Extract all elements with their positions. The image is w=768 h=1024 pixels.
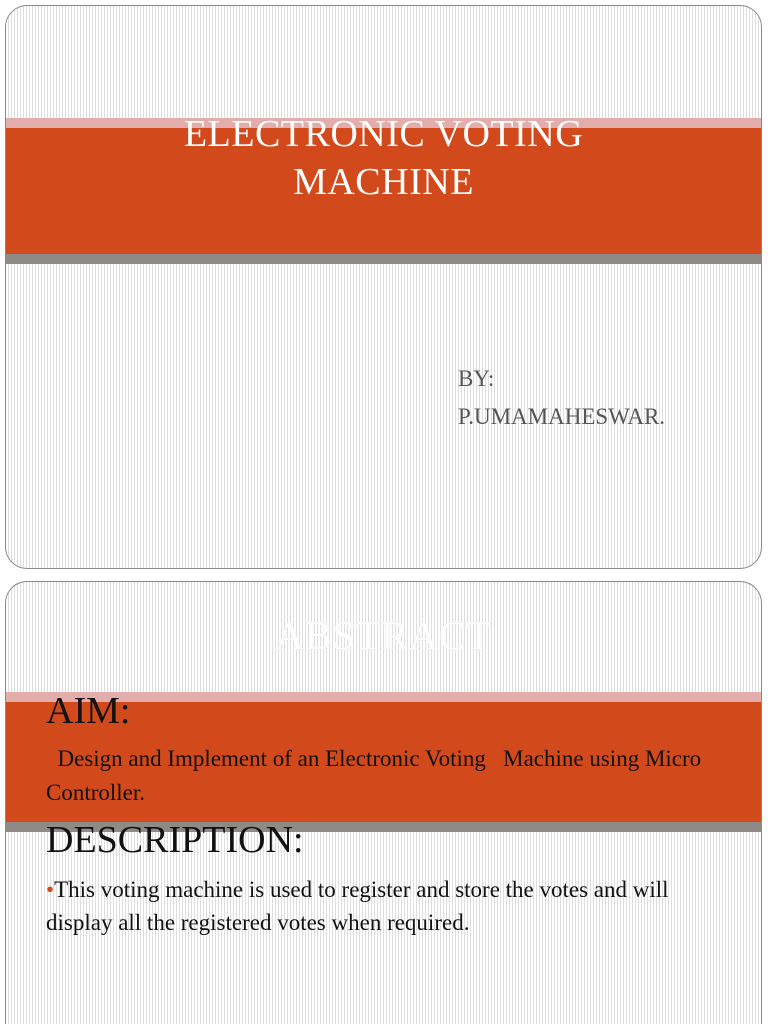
description-body: This voting machine is used to register and store the votes and will display all the registered votes when required. (46, 877, 669, 935)
description-heading: DESCRIPTION: (46, 819, 304, 861)
slide-1 (5, 5, 762, 569)
author-name: P.UMAMAHESWAR. (458, 404, 666, 429)
aim-text: Design and Implement of an Electronic Voting Machine using Micro Controller. (46, 746, 707, 805)
byline (458, 360, 665, 436)
slide-title-line-2: MACHINE (293, 161, 474, 203)
band-bottom-stripe (6, 254, 761, 264)
abstract-heading: ABSTRACT (275, 613, 492, 658)
byline-label: BY: (458, 366, 495, 391)
aim-heading: AIM: (46, 690, 131, 732)
slide-title-line-1: ELECTRONIC VOTING (183, 113, 584, 155)
description-text (46, 873, 726, 939)
slide-2 (5, 581, 762, 1024)
bullet-marker: • (46, 877, 55, 902)
slide-title (6, 110, 761, 206)
